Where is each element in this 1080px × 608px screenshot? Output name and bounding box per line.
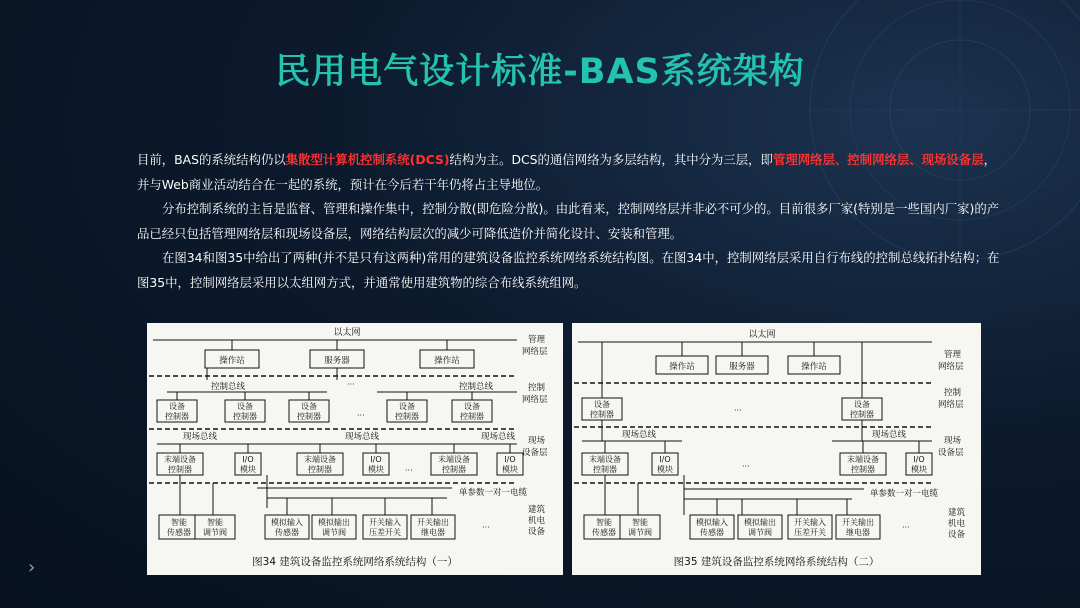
svg-text:末端设备: 末端设备 [589, 455, 621, 464]
svg-text:模块: 模块 [240, 465, 256, 474]
highlight-three-layers: 管理网络层、控制网络层、现场设备层 [772, 152, 984, 167]
svg-text:传感器: 传感器 [275, 528, 299, 537]
svg-text:调节阀: 调节阀 [203, 528, 227, 537]
fig35-mgmt-layer-label-2: 网络层 [938, 362, 964, 372]
fig34-field-layer-label-1: 现场 [528, 436, 546, 446]
svg-text:开关输出: 开关输出 [417, 518, 449, 527]
paragraph-1-text-b: 结构为主。DCS的通信网络为多层结构，其中分为三层，即 [449, 152, 773, 167]
body-text [137, 148, 1005, 296]
svg-text:控制器: 控制器 [593, 465, 617, 474]
fig34-field-layer-label-2: 设备层 [522, 448, 548, 458]
svg-text:控制器: 控制器 [308, 465, 332, 474]
svg-text:I/O: I/O [504, 455, 516, 464]
svg-text:控制器: 控制器 [442, 465, 466, 474]
fig35-dots-3: ··· [902, 523, 910, 532]
svg-text:传感器: 传感器 [167, 528, 191, 537]
svg-text:控制器: 控制器 [297, 412, 321, 421]
svg-text:末端设备: 末端设备 [438, 455, 470, 464]
page-title: 民用电气设计标准-BAS系统架构 [275, 52, 805, 92]
fig34-control-bus-a-label: 控制总线 [211, 382, 246, 392]
fig34-bme-label-2: 机电 [528, 516, 546, 526]
fig34-dots-3: ··· [405, 466, 413, 475]
svg-text:模拟输入: 模拟输入 [271, 518, 303, 527]
fig34-operator-station-a-label: 操作站 [219, 356, 245, 366]
svg-text:继电器: 继电器 [421, 528, 445, 537]
svg-text:末端设备: 末端设备 [164, 455, 196, 464]
fig34-mgmt-layer-label-2: 网络层 [522, 347, 548, 357]
fig35-building-devices [584, 515, 880, 539]
fig34-device-controllers [157, 392, 492, 422]
svg-text:模拟输出: 模拟输出 [318, 518, 350, 527]
fig35-operator-station-b-label: 操作站 [801, 362, 827, 372]
fig34-ctrl-layer-label-2: 网络层 [522, 395, 548, 405]
svg-text:控制器: 控制器 [590, 410, 614, 419]
svg-text:末端设备: 末端设备 [847, 455, 879, 464]
svg-text:压差开关: 压差开关 [369, 528, 401, 537]
fig35-field-layer-label-1: 现场 [944, 436, 962, 446]
figure-35-diagram [572, 323, 981, 575]
svg-text:I/O: I/O [659, 455, 671, 464]
fig34-dots-2: ··· [357, 411, 365, 420]
fig35-field-bus-b-label: 现场总线 [872, 430, 907, 440]
svg-text:传感器: 传感器 [700, 528, 724, 537]
fig34-field-bus-a-label: 现场总线 [183, 432, 218, 442]
svg-text:压差开关: 压差开关 [794, 528, 826, 537]
svg-text:设备: 设备 [464, 402, 480, 411]
svg-text:控制器: 控制器 [395, 412, 419, 421]
svg-text:I/O: I/O [242, 455, 254, 464]
fig35-bme-label-1: 建筑 [948, 508, 966, 518]
fig34-dots-1: ··· [347, 380, 355, 389]
fig35-ctrl-layer-label-2: 网络层 [938, 400, 964, 410]
svg-text:智能: 智能 [596, 518, 612, 527]
svg-text:传感器: 传感器 [592, 528, 616, 537]
svg-text:开关输入: 开关输入 [794, 518, 826, 527]
fig35-ctrl-layer-label-1: 控制 [944, 388, 962, 398]
svg-text:控制器: 控制器 [233, 412, 257, 421]
fig34-dots-4: ··· [482, 523, 490, 532]
svg-text:控制器: 控制器 [165, 412, 189, 421]
svg-text:控制器: 控制器 [168, 465, 192, 474]
svg-text:设备: 设备 [399, 402, 415, 411]
fig34-field-bus-c-label: 现场总线 [481, 432, 516, 442]
fig35-cable-label: 单参数一对一电缆 [870, 489, 939, 499]
paragraph-1 [137, 148, 1005, 197]
svg-text:调节阀: 调节阀 [628, 528, 652, 537]
svg-text:智能: 智能 [207, 518, 223, 527]
figure-34-caption: 图34 建筑设备监控系统网络系统结构（一） [252, 556, 458, 568]
svg-text:设备: 设备 [237, 402, 253, 411]
svg-text:控制器: 控制器 [460, 412, 484, 421]
figure-35 [572, 323, 981, 575]
svg-text:控制器: 控制器 [850, 410, 874, 419]
fig35-ethernet-label: 以太网 [748, 330, 776, 340]
svg-text:模拟输出: 模拟输出 [744, 518, 776, 527]
svg-text:智能: 智能 [171, 518, 187, 527]
fig34-building-devices [159, 515, 455, 539]
fig35-field-devices [582, 441, 932, 475]
fig34-cable-label: 单参数一对一电缆 [459, 488, 528, 498]
fig35-field-bus-a-label: 现场总线 [622, 430, 657, 440]
fig35-operator-station-a-label: 操作站 [669, 362, 695, 372]
fig35-server-label: 服务器 [729, 362, 755, 372]
svg-text:模块: 模块 [368, 465, 384, 474]
svg-text:智能: 智能 [632, 518, 648, 527]
svg-text:模块: 模块 [657, 465, 673, 474]
fig35-bme-label-3: 设备 [948, 530, 966, 540]
svg-text:开关输入: 开关输入 [369, 518, 401, 527]
fig34-operator-station-b-label: 操作站 [434, 356, 460, 366]
fig34-bme-label-3: 设备 [528, 527, 546, 537]
highlight-dcs: 集散型计算机控制系统(DCS) [285, 152, 450, 167]
fig35-dots-2: ··· [742, 462, 750, 471]
svg-text:调节阀: 调节阀 [322, 528, 346, 537]
fig34-ethernet-label: 以太网 [333, 328, 361, 338]
svg-text:设备: 设备 [169, 402, 185, 411]
paragraph-2: 分布控制系统的主旨是监督、管理和操作集中，控制分散(即危险分散)。由此看来，控制网络层并非必不可少的。目前很多厂家(特别是一些国内厂家)的产品已经只包括管理网络层和现场设备层，网络结构层次的减少可降低造价并简化设计、安装和管理。 [137, 201, 1000, 241]
paragraph-1-text-a: 目前，BAS的系统结构仍以 [137, 152, 286, 167]
fig35-field-layer-label-2: 设备层 [938, 448, 964, 458]
fig34-mgmt-layer-label-1: 管理 [528, 335, 546, 345]
svg-text:模块: 模块 [502, 465, 518, 474]
svg-text:设备: 设备 [594, 400, 610, 409]
figure-34 [147, 323, 563, 575]
fig34-bme-label-1: 建筑 [528, 505, 546, 515]
svg-text:设备: 设备 [301, 402, 317, 411]
svg-text:设备: 设备 [854, 400, 870, 409]
svg-text:I/O: I/O [370, 455, 382, 464]
fig34-field-devices [157, 444, 523, 475]
fig34-field-bus-b-label: 现场总线 [345, 432, 380, 442]
svg-text:模块: 模块 [911, 465, 927, 474]
figure-35-caption: 图35 建筑设备监控系统网络系统结构（二） [673, 556, 880, 568]
svg-text:调节阀: 调节阀 [748, 528, 772, 537]
fig35-bme-label-2: 机电 [948, 519, 966, 529]
svg-text:控制器: 控制器 [851, 465, 875, 474]
svg-text:模拟输入: 模拟输入 [696, 518, 728, 527]
figure-34-diagram [147, 323, 563, 575]
svg-text:末端设备: 末端设备 [304, 455, 336, 464]
svg-text:开关输出: 开关输出 [842, 518, 874, 527]
fig35-mgmt-layer-label-1: 管理 [944, 350, 962, 360]
fig35-dots-1: ··· [734, 406, 742, 415]
fig34-control-bus-b-label: 控制总线 [459, 382, 494, 392]
next-slide-arrow-icon[interactable]: › [28, 557, 36, 578]
fig34-ctrl-layer-label-1: 控制 [528, 383, 546, 393]
svg-text:继电器: 继电器 [846, 528, 870, 537]
svg-text:I/O: I/O [913, 455, 925, 464]
fig34-server-label: 服务器 [324, 356, 350, 366]
fig35-device-controllers [582, 398, 882, 420]
paragraph-3: 在图34和图35中给出了两种(并不是只有这两种)常用的建筑设备监控系统网络系统结构图。在图34中，控制网络层采用自行布线的控制总线拓扑结构；在图35中，控制网络层采用以太组网方式，并通常使用建筑物的综合布线系统组网。 [137, 250, 1000, 290]
paragraph-1-text-c: ，并与Web商业活动结合在一起的系统，预计在今后若干年仍将占主导地位。 [137, 152, 996, 192]
